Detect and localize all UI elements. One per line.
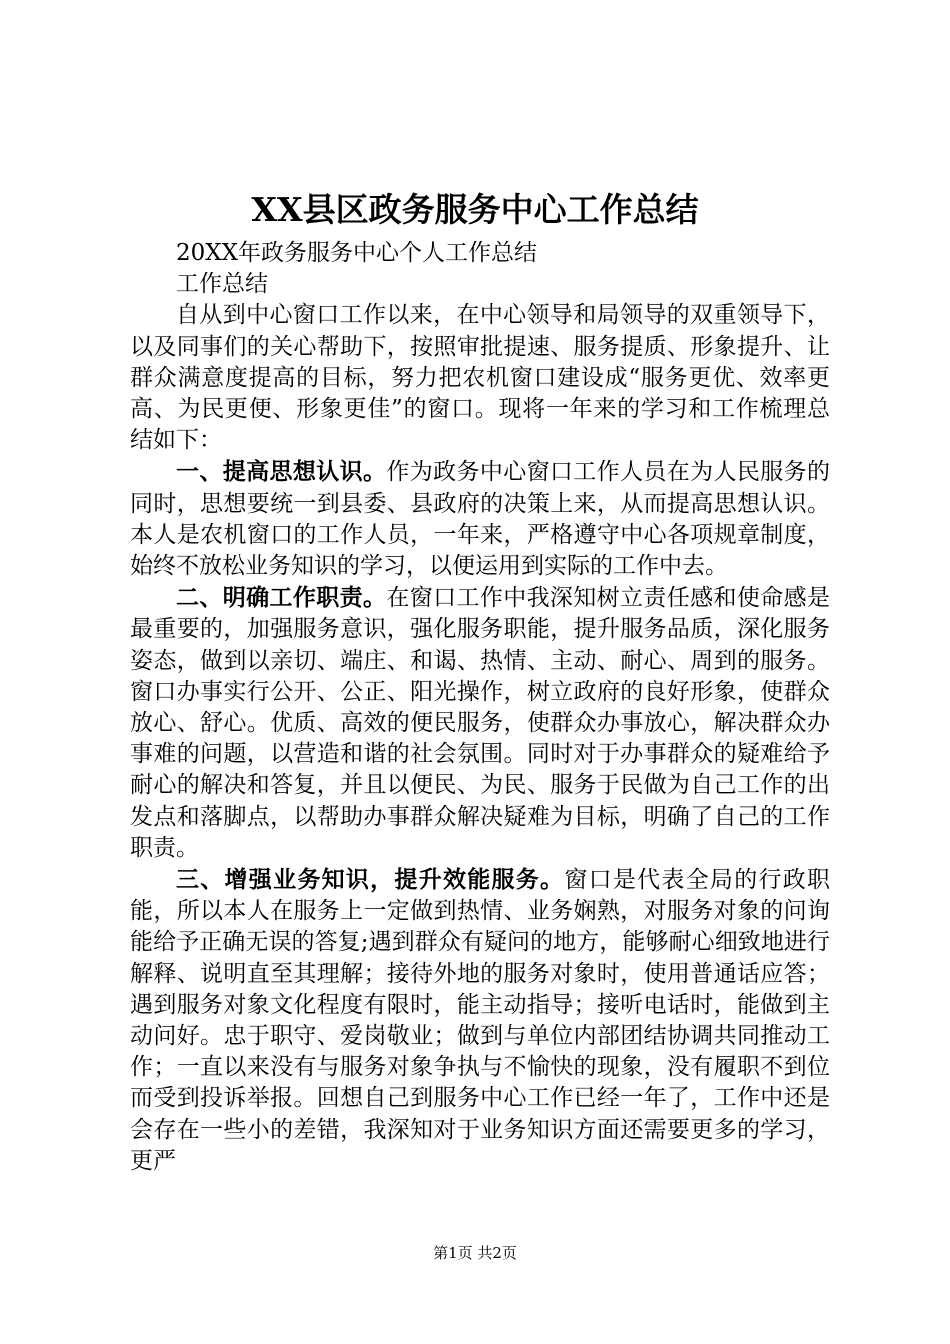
page-footer: 第1页 共2页 [433,1244,517,1262]
page-title: XX县区政务服务中心工作总结 [251,190,699,229]
section-paragraph-2 [130,582,830,864]
section-heading-2: 二、明确工作职责。 [176,584,387,612]
section-text-1: 作为政务中心窗口工作人员在为人民服务的同时，思想要统一到县委、县政府的决策上来，从而提高思想认识。本人是农机窗口的工作人员，一年来，严格遵守中心各项规章制度，始终不放松业务知识的学习，以便运用到实际的工作中去。 [130,459,831,580]
section-heading-1: 一、提高思想认识。 [176,458,387,486]
section-label: 工作总结 [176,271,268,298]
section-heading-3: 三、增强业务知识，提升效能服务。 [176,866,565,894]
section-paragraph-3 [130,864,830,1177]
intro-paragraph: 自从到中心窗口工作以来，在中心领导和局领导的双重领导下，以及同事们的关心帮助下，按照审批提速、服务提质、形象提升、让群众满意度提高的目标，努力把农机窗口建设成“服务更优、效率更高、为民更便、形象更佳”的窗口。现将一年来的学习和工作梳理总结如下： [130,302,830,454]
section-text-3: 窗口是代表全局的行政职能，所以本人在服务上一定做到热情、业务娴熟，对服务对象的问询能给予正确无误的答复;遇到群众有疑问的地方，能够耐心细致地进行解释、说明直至其理解；接待外地的服务对象时，使用普通话应答；遇到服务对象文化程度有限时，能主动指导；接听电话时，能做到主动问好。忠于职守、爱岗敬业；做到与单位内部团结协调共同推动工作；一直以来没有与服务对象争执与不愉快的现象，没有履职不到位而受到投诉举报。回想自己到服务中心工作已经一年了，工作中还是会存在一些小的差错，我深知对于业务知识方面还需要更多的学习，更严 [130,867,831,1174]
section-paragraph-1 [130,456,830,582]
document-body [130,238,830,1177]
section-text-2: 在窗口工作中我深知树立责任感和使命感是最重要的，加强服务意识，强化服务职能，提升服务品质，深化服务姿态，做到以亲切、端庄、和谒、热情、主动、耐心、周到的服务。窗口办事实行公开、公正、阳光操作，树立政府的良好形象，使群众放心、舒心。优质、高效的便民服务，使群众办事放心，解决群众办事难的问题，以营造和谐的社会氛围。同时对于办事群众的疑难给予耐心的解决和答复，并且以便民、为民、服务于民做为自己工作的出发点和落脚点，以帮助办事群众解决疑难为目标，明确了自己的工作职责。 [130,585,831,861]
subtitle: 20XX年政务服务中心个人工作总结 [176,240,538,266]
